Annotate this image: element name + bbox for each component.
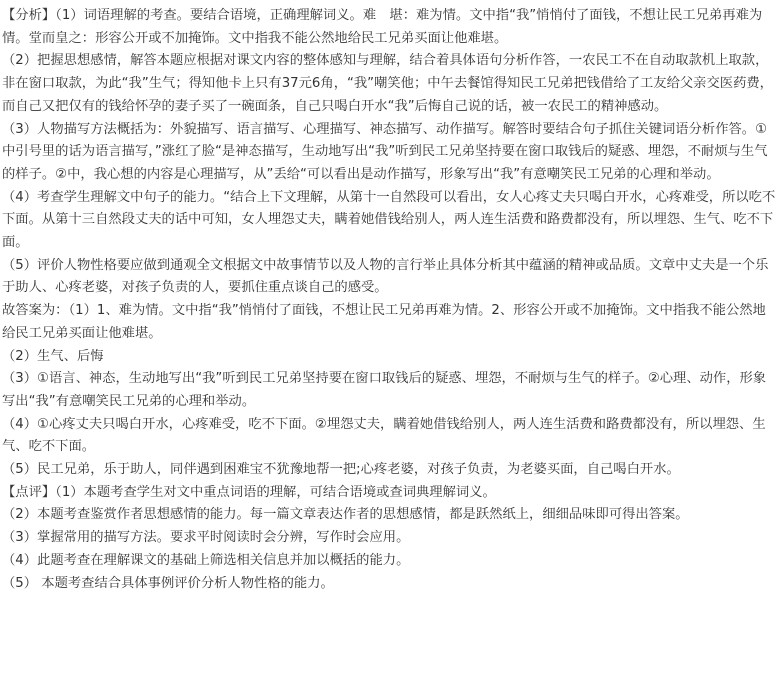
comment-part-5: （5） 本题考查结合具体事例评价分析人物性格的能力。	[2, 575, 334, 591]
solution-document	[2, 5, 778, 595]
analysis-part-5: （5）评价人物性格要应做到通观全文根据文中故事情节以及人物的言行举止具体分析其中蕴涵的精神或品质。文章中丈夫是一个乐于助人、心疼老婆，对孩子负责的人，要抓住重点谈自己的感受。	[2, 257, 769, 296]
answer-part-2: （2）生气、后悔	[2, 348, 104, 364]
comment-part-1: 【点评】（1）本题考查学生对文中重点词语的理解，可结合语境或查词典理解词义。	[2, 484, 496, 500]
analysis-part-2: （2）把握思想感情，解答本题应根据对课文内容的整体感知与理解，结合着具体语句分析作答，一农民工不在自动取款机上取款，非在窗口取款，为此“我”生气；得知他卡上只有37元6角，“我”嘲笑他；中午去餐馆得知民工兄弟把钱借给了工友给父亲交医药费，而自己又把仅有的钱给怀孕的妻子买了一碗面条，自己只喝白开水“我”后悔自己说的话，被一农民工的精神感动。	[2, 53, 773, 114]
analysis-part-3: （3）人物描写方法概括为：外貌描写、语言描写、心理描写、神态描写、动作描写。解答时要结合句子抓住关键词语分析作答。①中引号里的话为语言描写，”涨红了脸“是神态描写，生动地写出“我”听到民工兄弟坚持要在窗口取钱后的疑惑、埋怨，不耐烦与生气的样子。②中，我心想的内容是心理描写，从”丢给“可以看出是动作描写，形象写出“我”有意嘲笑民工兄弟的心理和举动。	[2, 121, 768, 182]
comment-part-4: （4）此题考查在理解课文的基础上筛选相关信息并加以概括的能力。	[2, 552, 410, 568]
analysis-part-1: 【分析】（1）词语理解的考查。要结合语境，正确理解词义。难 堪：难为情。文中指“我”悄悄付了面钱，不想让民工兄弟再难为情。堂而皇之：形容公开或不加掩饰。文中指我不能公然地给民工兄弟买面让他难堪。	[2, 8, 763, 46]
answer-part-4: （4）①心疼丈夫只喝白开水，心疼难受，吃不下面。②埋怨丈夫，瞒着她借钱给别人，两人连生活费和路费都没有，所以埋怨、生气、吃不下面。	[2, 416, 766, 455]
answer-part-1: 故答案为：（1）1、难为情。文中指“我”悄悄付了面钱，不想让民工兄弟再难为情。2、形容公开或不加掩饰。文中指我不能公然地给民工兄弟买面让他难堪。	[2, 303, 766, 341]
answer-part-3: （3）①语言、神态，生动地写出“我”听到民工兄弟坚持要在窗口取钱后的疑惑、埋怨，不耐烦与生气的样子。②心理、动作，形象写出“我”有意嘲笑民工兄弟的心理和举动。	[2, 371, 767, 409]
comment-part-3: （3）掌握常用的描写方法。要求平时阅读时会分辨，写作时会应用。	[2, 530, 410, 546]
comment-part-2: （2）本题考查鉴赏作者思想感情的能力。每一篇文章表达作者的思想感情，都是跃然纸上，细细品味即可得出答案。	[2, 507, 689, 523]
answer-part-5: （5）民工兄弟，乐于助人，同伴遇到困难宝不犹豫地帮一把;心疼老婆，对孩子负责，为老婆买面，自己喝白开水。	[2, 462, 680, 478]
analysis-part-4: （4）考查学生理解文中句子的能力。“结合上下文理解，从第十一自然段可以看出，女人心疼丈夫只喝白开水，心疼难受，所以吃不下面。从第十三自然段丈夫的话中可知，女人埋怨丈夫，瞒着她借钱给别人，两人连生活费和路费都没有，所以埋怨、生气、吃不下面。	[2, 189, 776, 251]
